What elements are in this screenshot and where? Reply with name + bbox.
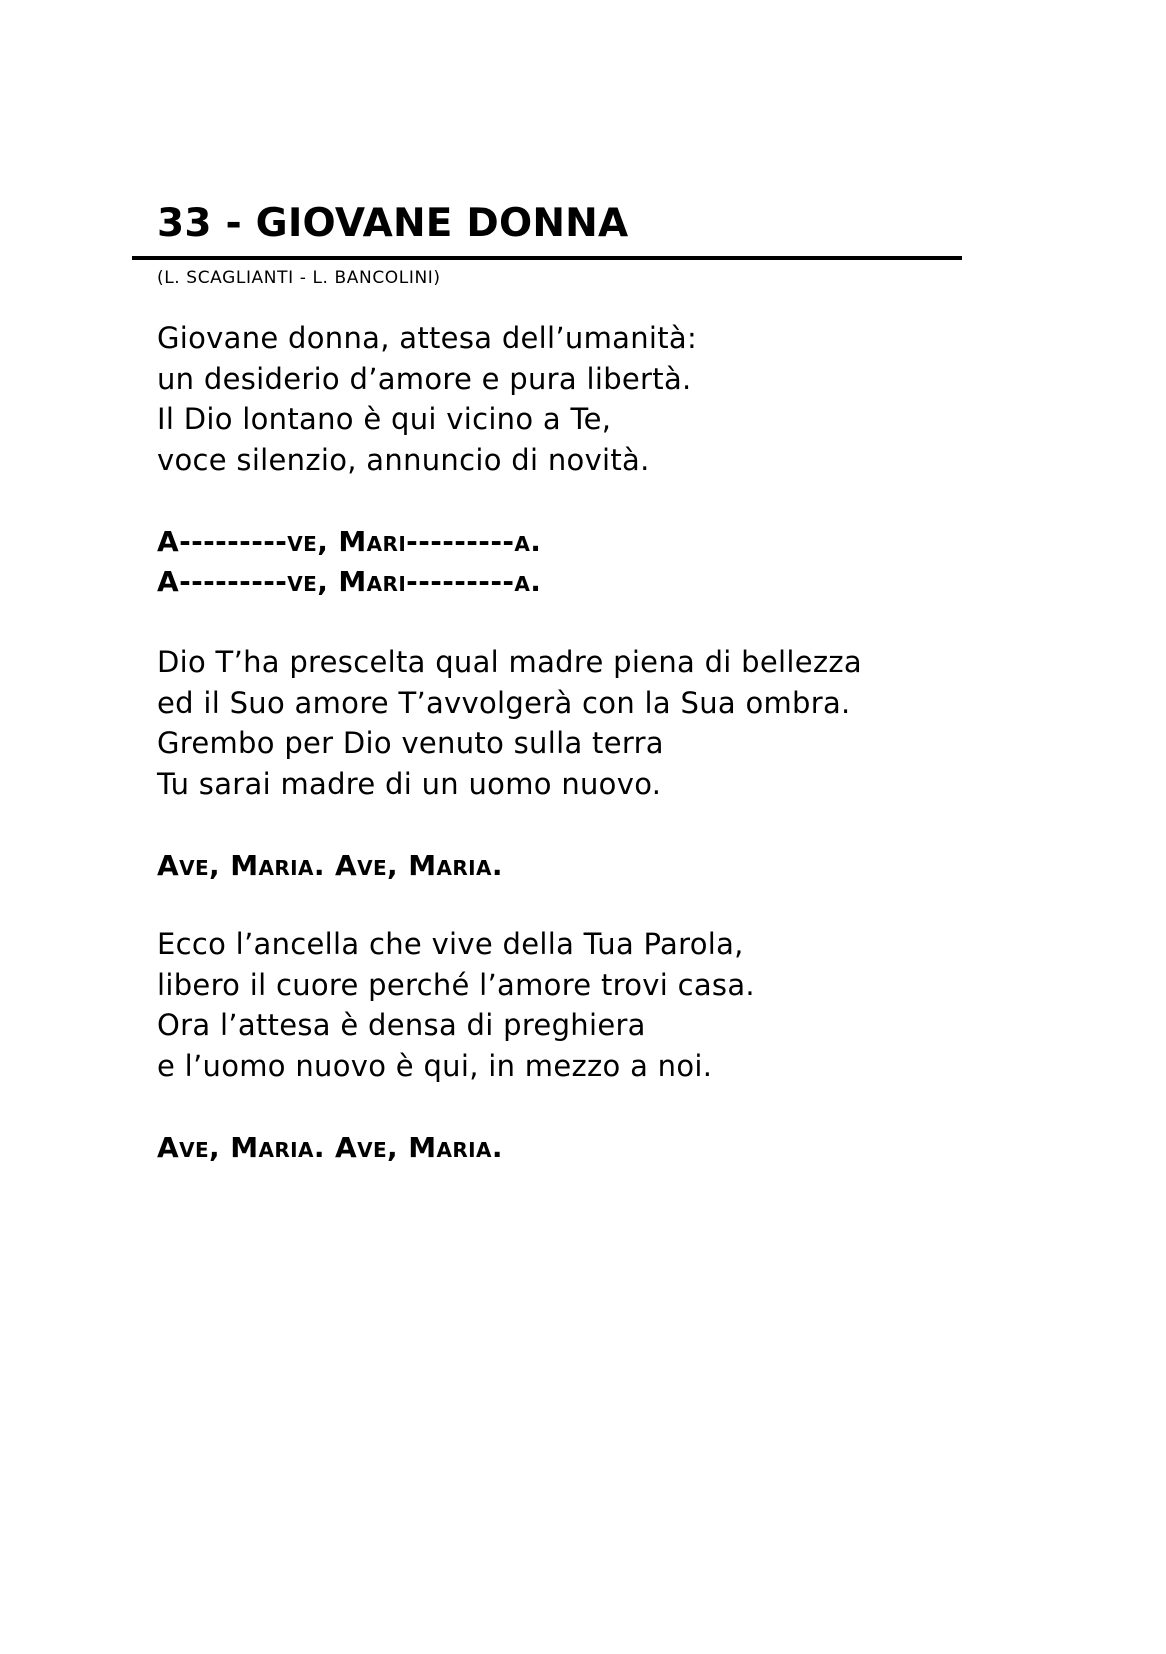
lyric-line: voce silenzio, annuncio di novità. [157, 442, 650, 477]
lyric-line: un desiderio d’amore e pura libertà. [157, 361, 692, 396]
title-underline [132, 256, 962, 260]
refrain-line: Ave, Maria. Ave, Maria. [157, 1131, 503, 1164]
refrain-1 [157, 522, 541, 602]
song-authors: (L. SCAGLIANTI - L. BANCOLINI) [157, 268, 441, 288]
lyric-line: Giovane donna, attesa dell’umanità: [157, 321, 698, 355]
lyric-line: Ora l’attesa è densa di preghiera [157, 1008, 646, 1042]
lyric-line: Grembo per Dio venuto sulla terra [157, 726, 664, 760]
lyric-line: Il Dio lontano è qui vicino a Te, [157, 402, 612, 436]
song-title: 33 - GIOVANE DONNA [157, 201, 629, 246]
refrain-2 [157, 846, 503, 886]
refrain-line: Ave, Maria. Ave, Maria. [157, 849, 503, 882]
stanza-2 [157, 642, 862, 804]
stanza-1 [157, 318, 697, 480]
stanza-3 [157, 924, 755, 1086]
refrain-3 [157, 1128, 503, 1168]
refrain-line: A---------ve, Mari---------a. [157, 525, 542, 558]
lyric-line: Tu sarai madre di un uomo nuovo. [157, 766, 662, 801]
lyric-line: Dio T’ha prescelta qual madre piena di bellezza [157, 645, 862, 679]
lyric-line: e l’uomo nuovo è qui, in mezzo a noi. [157, 1048, 713, 1083]
lyric-line: libero il cuore perché l’amore trovi casa. [157, 967, 755, 1002]
lyric-line: ed il Suo amore T’avvolgerà con la Sua ombra. [157, 685, 851, 720]
lyric-line: Ecco l’ancella che vive della Tua Parola, [157, 927, 744, 961]
refrain-line: A---------ve, Mari---------a. [157, 565, 542, 598]
